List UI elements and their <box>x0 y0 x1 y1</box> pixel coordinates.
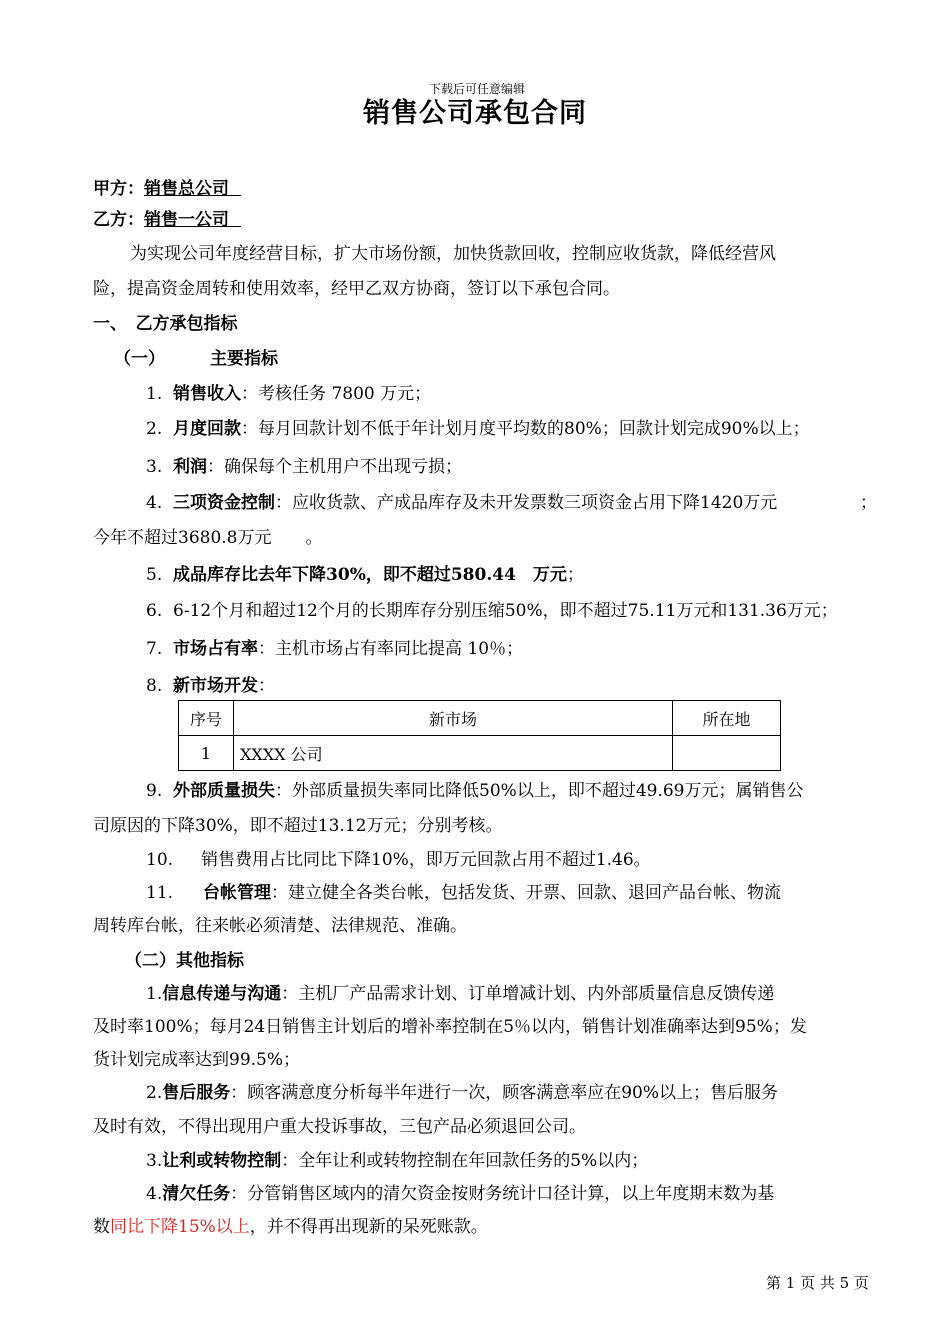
item-9 <box>146 780 804 802</box>
other-1 <box>146 983 774 1005</box>
sub-2-heading: （二）其他指标 <box>125 951 244 971</box>
other-4 <box>146 1183 774 1205</box>
item-9-line-2: 司原因的下降30%，即不超过13.12万元；分别考核。 <box>93 816 503 836</box>
item-text: ：确保每个主机用户不出现亏损； <box>207 457 463 477</box>
other-4-line-2 <box>93 1216 488 1238</box>
other-2-line-2: 及时有效，不得出现用户重大投诉事故，三包产品必须退回公司。 <box>93 1117 586 1137</box>
table-cell <box>673 736 781 771</box>
other-1-line-2: 及时率100%；每月24日销售主计划后的增补率控制在5％以内，销售计划准确率达到95%；发 <box>93 1017 807 1037</box>
other-2 <box>146 1082 778 1104</box>
item-text: 6-12个月和超过12个月的长期库存分别压缩50%，即不超过75.11万元和131.36万元； <box>173 601 838 621</box>
item-text: ：应收货款、产成品库存及未开发票数三项资金占用下降1420万元 <box>275 493 778 513</box>
item-num: 7. <box>146 639 163 659</box>
table-cell: 1 <box>179 736 234 771</box>
item-num: 3. <box>146 457 163 477</box>
item-11-line-2: 周转库台帐，往来帐必须清楚、法律规范、准确。 <box>93 916 467 936</box>
intro-line-2: 险，提高资金周转和使用效率，经甲乙双方协商，签订以下承包合同。 <box>93 279 620 299</box>
item-num: 6. <box>146 601 163 621</box>
sub-1-title: 主要指标 <box>210 349 278 369</box>
item-label: 台帐管理 <box>203 883 272 903</box>
item-text: 销售费用占比同比下降10%，即万元回款占用不超过1.46。 <box>201 850 651 870</box>
table-header-cell: 新市场 <box>234 701 673 736</box>
item-1 <box>146 383 431 405</box>
item-label: 信息传递与沟通 <box>162 984 282 1004</box>
item-10 <box>146 849 651 871</box>
item-num: 4. <box>146 1184 163 1204</box>
page-footer: 第 1 页 共 5 页 <box>766 1274 869 1292</box>
item-text: ，并不得再出现新的呆死账款。 <box>249 1217 488 1237</box>
item-text: 今年不超过3680.8万元 <box>93 528 272 548</box>
item-text: ：外部质量损失率同比降低50%以上，即不超过49.69万元；属销售公 <box>275 781 804 801</box>
item-label: 清欠任务 <box>162 1184 231 1204</box>
item-text: ：主机市场占有率同比提高 10％； <box>258 639 524 659</box>
item-num: 11. <box>146 883 174 903</box>
item-num: 8. <box>146 676 163 696</box>
item-2 <box>146 418 810 440</box>
intro-line-1: 为实现公司年度经营目标，扩大市场份额，加快货款回收，控制应收货款，降低经营风 <box>130 244 776 264</box>
item-4-line-2 <box>93 527 322 549</box>
item-num: 2. <box>146 419 163 439</box>
item-text: ： <box>258 676 276 696</box>
item-text: ：主机厂产品需求计划、订单增减计划、内外部质量信息反馈传递 <box>281 984 775 1004</box>
party-b-label: 乙方： <box>93 210 144 230</box>
item-label: 销售收入 <box>173 384 242 404</box>
item-5 <box>146 564 584 586</box>
item-text: ：顾客满意度分析每半年进行一次，顾客满意率应在90%以上；售后服务 <box>230 1083 779 1103</box>
header-note: 下载后可任意编辑 <box>429 82 526 96</box>
party-b-name: 销售一公司 <box>144 210 229 230</box>
item-text: ：分管销售区域内的清欠资金按财务统计口径计算，以上年度期末数为基 <box>230 1184 775 1204</box>
item-text: ：考核任务 7800 万元； <box>241 384 432 404</box>
sub-1-num: （一） <box>114 349 165 369</box>
item-num: 1. <box>146 384 163 404</box>
table-header-row <box>179 701 781 736</box>
item-label: 售后服务 <box>162 1083 231 1103</box>
item-label: 成品库存比去年下降30%，即不超过580.44 万元 <box>173 565 567 585</box>
table-cell: XXXX 公司 <box>234 736 673 771</box>
item-text-end: 。 <box>305 528 323 548</box>
page-title: 销售公司承包合同 <box>363 98 587 129</box>
item-text: 数 <box>93 1217 110 1237</box>
item-4 <box>146 492 777 514</box>
item-6 <box>146 600 838 622</box>
other-3 <box>146 1150 648 1172</box>
item-num: 2. <box>146 1083 163 1103</box>
item-text: ：建立健全各类台帐，包括发货、开票、回款、退回产品台帐、物流 <box>271 883 782 903</box>
item-num: 4. <box>146 493 163 513</box>
item-label: 外部质量损失 <box>173 781 276 801</box>
item-4-end: ； <box>860 493 877 513</box>
table-row <box>179 736 781 771</box>
party-a-label: 甲方： <box>93 179 144 199</box>
highlight-text: 同比下降15%以上 <box>110 1217 250 1237</box>
party-a-name: 销售总公司 <box>144 179 229 199</box>
item-7 <box>146 638 523 660</box>
item-num: 9. <box>146 781 163 801</box>
item-label: 新市场开发 <box>173 676 259 696</box>
party-a <box>93 178 241 200</box>
item-label: 让利或转物控制 <box>162 1151 282 1171</box>
item-num: 3. <box>146 1151 163 1171</box>
table-header-cell: 序号 <box>179 701 234 736</box>
item-num: 5. <box>146 565 163 585</box>
table-header-cell: 所在地 <box>673 701 781 736</box>
other-1-line-3: 货计划完成率达到99.5%； <box>93 1050 301 1070</box>
item-label: 利润 <box>173 457 208 477</box>
item-num: 10. <box>146 850 174 870</box>
item-label: 市场占有率 <box>173 639 259 659</box>
new-market-table <box>178 700 781 771</box>
party-b <box>93 209 241 231</box>
item-text: ：全年让利或转物控制在年回款任务的5%以内； <box>281 1151 649 1171</box>
item-3 <box>146 456 462 478</box>
item-label: 三项资金控制 <box>173 493 276 513</box>
section-1-heading: 一、 乙方承包指标 <box>93 314 238 334</box>
item-num: 1. <box>146 984 163 1004</box>
sub-1-heading <box>114 348 278 370</box>
item-text: ； <box>566 565 584 585</box>
item-8 <box>146 675 275 697</box>
item-label: 月度回款 <box>173 419 242 439</box>
item-text: ：每月回款计划不低于年计划月度平均数的80%；回款计划完成90%以上； <box>241 419 810 439</box>
item-11 <box>146 882 781 904</box>
